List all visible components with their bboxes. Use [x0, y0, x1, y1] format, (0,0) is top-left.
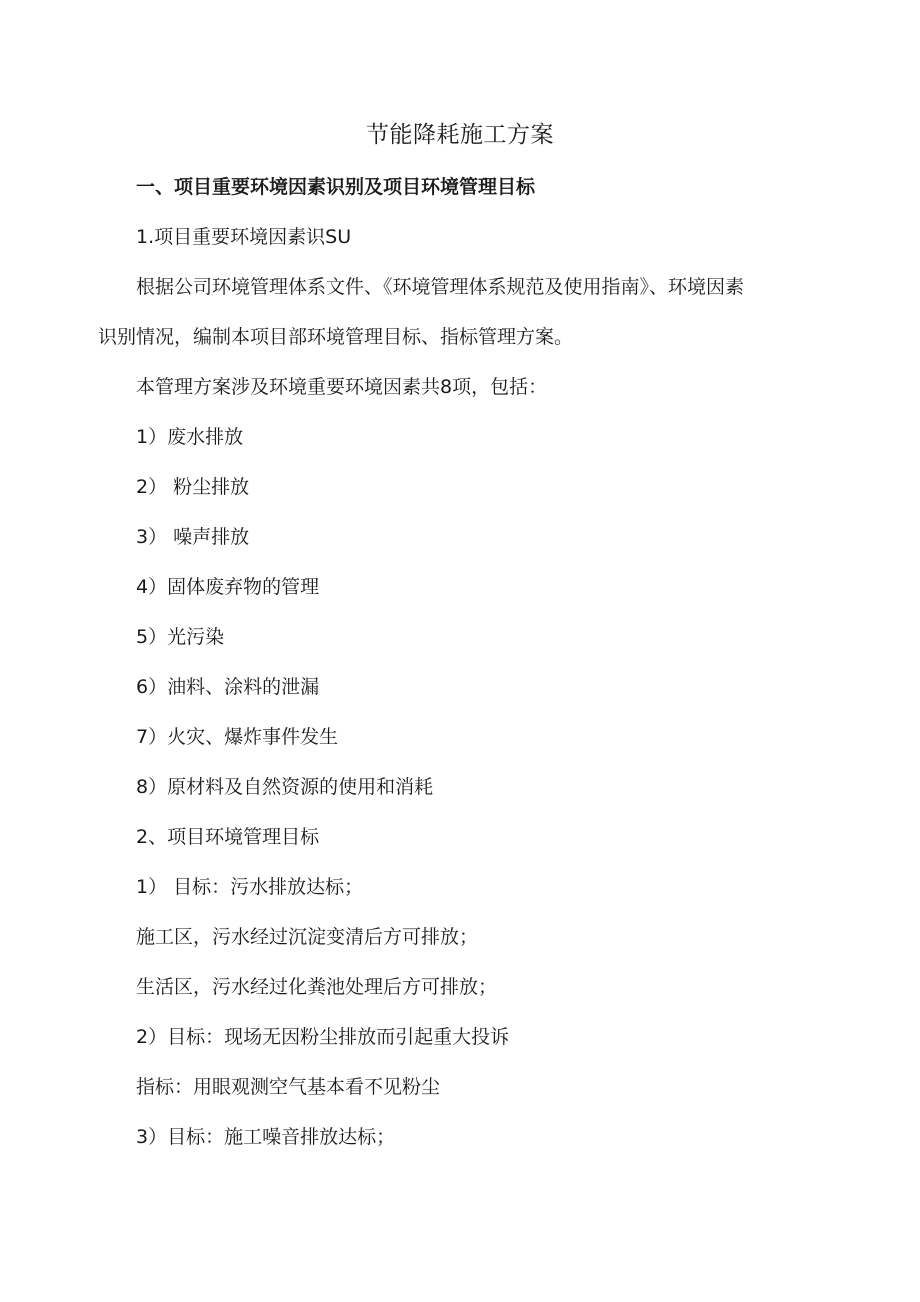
list-item: 3） 噪声排放 — [136, 526, 250, 548]
list-item: 6）油料、涂料的泄漏 — [136, 676, 320, 698]
target-line: 1） 目标：污水排放达标； — [136, 876, 364, 898]
target-line: 指标：用眼观测空气基本看不见粉尘 — [136, 1076, 441, 1098]
target-line: 施工区，污水经过沉淀变清后方可排放； — [136, 926, 479, 948]
document-title: 节能降耗施工方案 — [366, 122, 554, 148]
paragraph-line: 识别情况，编制本项目部环境管理目标、指标管理方案。 — [98, 326, 574, 348]
list-item: 7）火灾、爆炸事件发生 — [136, 726, 339, 748]
target-line: 生活区，污水经过化粪池处理后方可排放； — [136, 976, 498, 998]
list-item: 4）固体废弃物的管理 — [136, 576, 320, 598]
subsection-heading: 1.项目重要环境因素识SU — [136, 226, 352, 248]
list-item: 8）原材料及自然资源的使用和消耗 — [136, 776, 434, 798]
list-item: 1）废水排放 — [136, 426, 244, 448]
target-line: 2）目标：现场无因粉尘排放而引起重大投诉 — [136, 1026, 510, 1048]
paragraph: 本管理方案涉及环境重要环境因素共8项，包括： — [136, 376, 548, 398]
paragraph-line: 根据公司环境管理体系文件、《环境管理体系规范及使用指南》、环境因素 — [136, 276, 745, 298]
section-heading: 一、项目重要环境因素识别及项目环境管理目标 — [136, 176, 536, 198]
list-item: 5）光污染 — [136, 626, 225, 648]
list-item: 2） 粉尘排放 — [136, 476, 250, 498]
target-line: 3）目标：施工噪音排放达标； — [136, 1126, 396, 1148]
subsection-heading: 2、项目环境管理目标 — [136, 826, 320, 848]
